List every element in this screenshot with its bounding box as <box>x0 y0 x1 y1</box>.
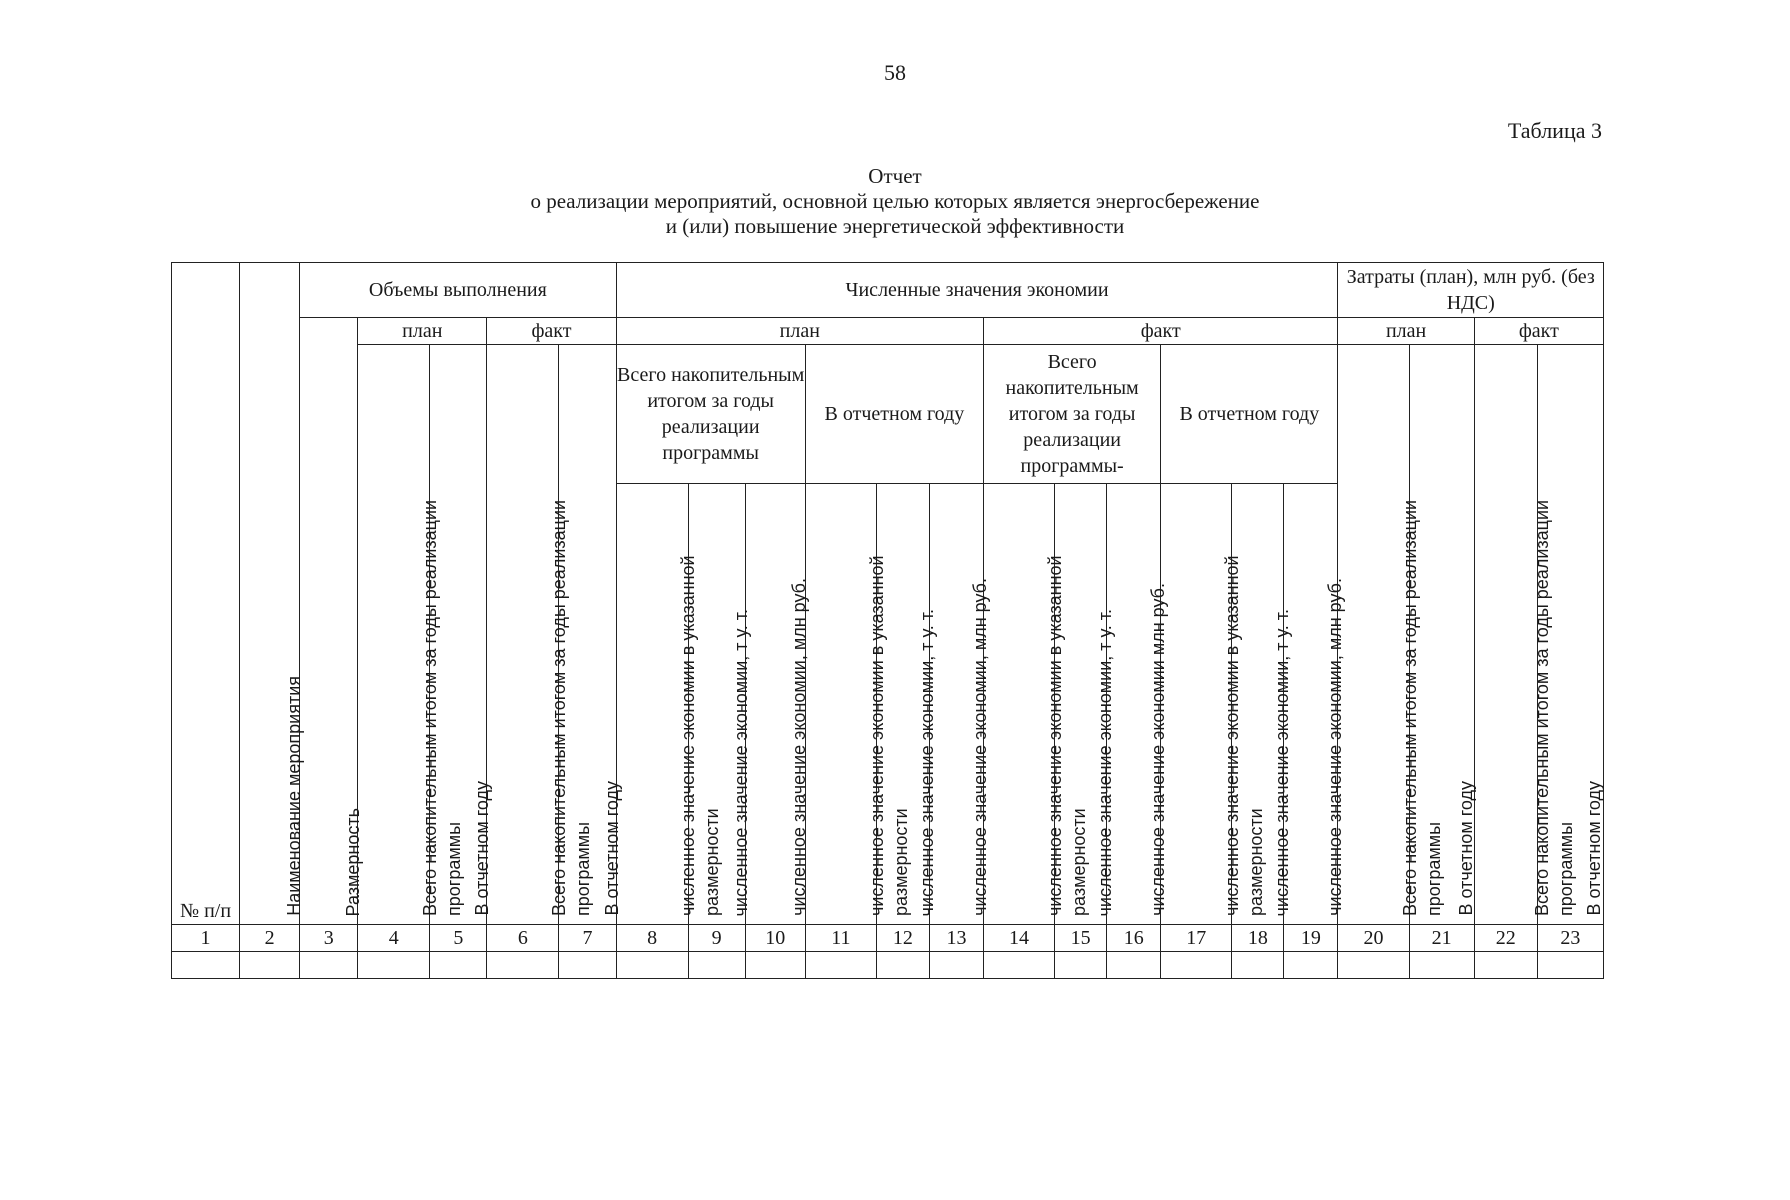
empty-cell <box>430 952 487 979</box>
column-number: 4 <box>358 925 430 952</box>
empty-cell <box>358 952 430 979</box>
header-vol-plan-cumulative: Всего накопительным итогом за годы реализации программы <box>358 345 430 925</box>
header-col-13: численное значение экономии, млн руб. <box>929 484 983 925</box>
header-cost-fact-year: В отчетном году <box>1537 345 1603 925</box>
header-col-18: численное значение экономии, т у. т. <box>1232 484 1284 925</box>
table-label: Таблица 3 <box>1507 118 1602 143</box>
header-volumes-plan: план <box>358 318 487 345</box>
column-number: 7 <box>559 925 616 952</box>
empty-data-row <box>172 952 1604 979</box>
report-table <box>171 262 1604 979</box>
header-col-15: численное значение экономии, т у. т. <box>1055 484 1107 925</box>
empty-cell <box>1284 952 1338 979</box>
header-costs-plan: план <box>1338 318 1474 345</box>
empty-cell <box>1474 952 1537 979</box>
column-number: 16 <box>1107 925 1161 952</box>
empty-cell <box>1338 952 1409 979</box>
column-number: 19 <box>1284 925 1338 952</box>
empty-cell <box>616 952 688 979</box>
page-number: 58 <box>884 60 906 85</box>
empty-cell <box>1107 952 1161 979</box>
header-col-8: численное значение экономии в указанной размерности <box>616 484 688 925</box>
empty-cell <box>984 952 1055 979</box>
header-number: № п/п <box>172 263 240 925</box>
empty-cell <box>240 952 300 979</box>
header-vol-fact-cumulative: Всего накопительным итогом за годы реализации программы <box>487 345 559 925</box>
header-vol-plan-year: В отчетном году <box>430 345 487 925</box>
empty-cell <box>1161 952 1232 979</box>
column-number: 20 <box>1338 925 1409 952</box>
header-cost-plan-year: В отчетном году <box>1409 345 1474 925</box>
header-volumes-fact: факт <box>487 318 616 345</box>
empty-cell <box>805 952 876 979</box>
empty-cell <box>929 952 983 979</box>
header-cost-plan-cumulative: Всего накопительным итогом за годы реализации программы <box>1338 345 1409 925</box>
column-number: 8 <box>616 925 688 952</box>
report-title-line-3: и (или) повышение энергетической эффективности <box>665 214 1125 238</box>
header-costs-fact: факт <box>1474 318 1603 345</box>
column-number: 22 <box>1474 925 1537 952</box>
header-col-9: численное значение экономии, т у. т. <box>688 484 745 925</box>
header-col-10: численное значение экономии, млн руб. <box>745 484 805 925</box>
header-col-14: численное значение экономии в указанной размерности <box>984 484 1055 925</box>
column-number: 10 <box>745 925 805 952</box>
report-title-line-1: Отчет <box>868 164 922 188</box>
column-number: 18 <box>1232 925 1284 952</box>
empty-cell <box>876 952 929 979</box>
column-number: 3 <box>300 925 358 952</box>
column-number: 11 <box>805 925 876 952</box>
header-col-17: численное значение экономии в указанной размерности <box>1161 484 1232 925</box>
column-number: 21 <box>1409 925 1474 952</box>
column-number: 13 <box>929 925 983 952</box>
empty-cell <box>300 952 358 979</box>
header-col-12: численное значение экономии, т у. т. <box>876 484 929 925</box>
header-savings-plan: план <box>616 318 983 345</box>
header-cost-fact-cumulative: Всего накопительным итогом за годы реализации программы <box>1474 345 1537 925</box>
header-vol-fact-year: В отчетном году <box>559 345 616 925</box>
header-col-19: численное значение экономии, млн руб. <box>1284 484 1338 925</box>
column-number: 2 <box>240 925 300 952</box>
header-savings: Численные значения экономии <box>616 263 1338 318</box>
empty-cell <box>1409 952 1474 979</box>
column-number: 23 <box>1537 925 1603 952</box>
header-measure-name: Наименование мероприятия <box>240 263 300 925</box>
empty-cell <box>688 952 745 979</box>
column-number-row <box>172 925 1604 952</box>
header-col-11: численное значение экономии в указанной размерности <box>805 484 876 925</box>
empty-cell <box>172 952 240 979</box>
column-number: 17 <box>1161 925 1232 952</box>
header-costs: Затраты (план), млн руб. (без НДС) <box>1338 263 1604 318</box>
empty-cell <box>1232 952 1284 979</box>
header-sav-plan-cumulative: Всего накопительным итогом за годы реализации программы <box>616 345 805 484</box>
empty-cell <box>487 952 559 979</box>
header-volumes: Объемы выполнения <box>300 263 616 318</box>
column-number: 15 <box>1055 925 1107 952</box>
empty-cell <box>559 952 616 979</box>
column-number: 1 <box>172 925 240 952</box>
empty-cell <box>1055 952 1107 979</box>
empty-cell <box>1537 952 1603 979</box>
header-dimension: Размерность <box>300 318 358 925</box>
column-number: 12 <box>876 925 929 952</box>
header-sav-fact-year: В отчетном году <box>1161 345 1338 484</box>
column-number: 9 <box>688 925 745 952</box>
column-number: 6 <box>487 925 559 952</box>
header-col-16: численное значение экономии млн руб. <box>1107 484 1161 925</box>
empty-cell <box>745 952 805 979</box>
report-title-line-2: о реализации мероприятий, основной целью которых является энергосбережение <box>530 189 1260 213</box>
column-number: 14 <box>984 925 1055 952</box>
column-number: 5 <box>430 925 487 952</box>
header-sav-plan-year: В отчетном году <box>805 345 983 484</box>
header-sav-fact-cumulative: Всего накопительным итогом за годы реализации программы- <box>984 345 1161 484</box>
header-savings-fact: факт <box>984 318 1338 345</box>
report-title <box>0 164 1790 239</box>
